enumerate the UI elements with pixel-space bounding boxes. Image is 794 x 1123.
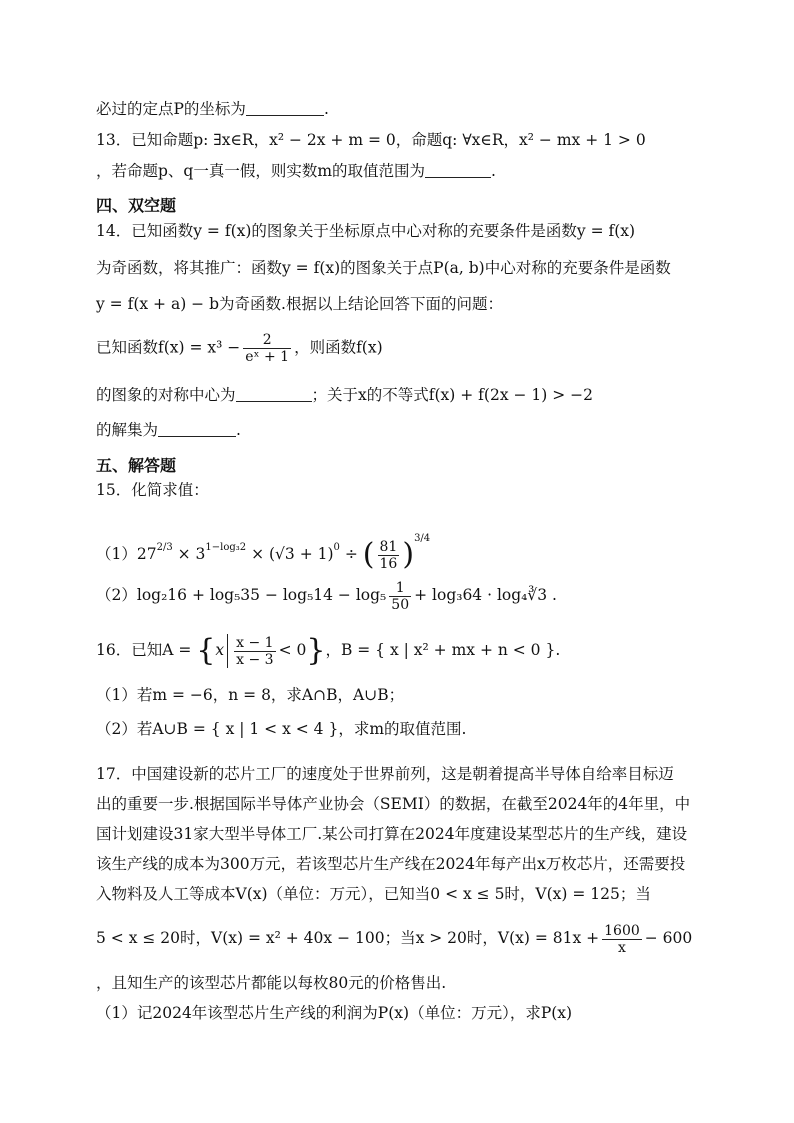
- answer-blank[interactable]: [236, 387, 312, 402]
- q17-line-5: 入物料及人工等成本V(x)（单位：万元），已知当0 < x ≤ 5时，V(x) = 125；当: [96, 885, 651, 903]
- right-paren: ): [402, 537, 415, 572]
- q17-line-3: 国计划建设31家大型半导体工厂.某公司打算在2024年度建设某型芯片的生产线，建设: [96, 825, 688, 843]
- q13-line-2: [96, 160, 706, 182]
- fraction-numerator: 1600: [604, 922, 640, 939]
- fraction-numerator: 2: [243, 332, 291, 349]
- q14-end: .: [236, 421, 241, 439]
- q16-number: 16．: [96, 641, 132, 659]
- q14-text-5a: 的图象的对称中心为: [96, 386, 236, 404]
- q17-line-7: ，且知生产的该型芯片都能以每枚80元的价格售出.: [96, 974, 447, 992]
- fraction-denominator: x − 3: [236, 651, 274, 668]
- set-a-condition: < 0: [278, 641, 307, 659]
- part-label: （2）: [96, 586, 137, 604]
- q14-text-2: 为奇函数，将其推广：函数y = f(x)的图象关于点P(a, b)中心对称的充要条件是函数: [96, 259, 671, 277]
- fraction: [243, 332, 291, 365]
- q17-line-4: 该生产线的成本为300万元，若该型芯片生产线在2024年每产出x万枚芯片，还需要投: [96, 855, 686, 873]
- q13-text-a: 已知命题p: ∃x∈R，x² − 2x + m = 0，命题q: ∀x∈R，x² − mx + 1 > 0: [131, 131, 646, 149]
- q16-part-2: （2）若A∪B = { x | 1 < x < 4 }，求m的取值范围.: [96, 720, 467, 738]
- expr-sqrt-term: × (√3 + 1): [251, 545, 334, 563]
- q12-tail-line: [96, 98, 706, 120]
- answer-blank[interactable]: [158, 422, 236, 437]
- section-heading-5: 五、解答题: [96, 456, 177, 475]
- q17-line-2: 出的重要一步.根据国际半导体产业协会（SEMI）的数据，在截至2024年的4年里，中: [96, 795, 691, 813]
- q13-text-b: ，若命题p、q一真一假，则实数m的取值范围为: [96, 162, 426, 180]
- q17-line-6: [96, 920, 706, 956]
- exponent: 2/3: [156, 542, 173, 553]
- q14-line-2: [96, 257, 706, 279]
- q12-end: .: [323, 100, 329, 118]
- fraction: [602, 923, 642, 956]
- expr-base-27: 27: [136, 545, 157, 563]
- section-heading-4: 四、双空题: [96, 196, 177, 215]
- q15-part-2: [96, 578, 706, 612]
- q17-text-1: 中国建设新的芯片工厂的速度处于世界前列，这是朝着提高半导体自给率目标迈: [131, 765, 674, 783]
- q14-line-1: [96, 220, 706, 242]
- fraction: [378, 539, 400, 572]
- log-expression: log₂16 + log₅35 − log₅14 − log₅: [136, 586, 387, 604]
- answer-blank[interactable]: [246, 101, 324, 116]
- left-brace: {: [196, 633, 216, 668]
- set-b-definition: ，B = { x | x² + mx + n < 0 }.: [325, 641, 561, 659]
- q16-part-1: （1）若m = −6，n = 8，求A∩B，A∪B；: [96, 686, 405, 704]
- fraction: [234, 635, 275, 668]
- q14-function-def: 已知函数f(x) = x³ −: [96, 338, 241, 357]
- q17-text-6b: − 600: [644, 929, 693, 947]
- exponent: 3/4: [414, 533, 431, 544]
- q14-text-1: 已知函数y = f(x)的图象关于坐标原点中心对称的充要条件是函数y = f(x): [131, 222, 636, 240]
- fraction-denominator: x: [617, 939, 626, 956]
- q14-line-5: [96, 384, 706, 406]
- q15-number: 15．: [96, 481, 132, 499]
- fraction: [389, 580, 411, 613]
- q17-line-1: [96, 763, 706, 785]
- fraction-denominator: 16: [379, 555, 398, 572]
- q13-line-1: [96, 129, 706, 151]
- set-bar: [227, 634, 228, 668]
- fraction-numerator: 81: [379, 538, 398, 555]
- q17-text-6a: 5 < x ≤ 20时，V(x) = x² + 40x − 100；当x > 20时，V(x) = 81x +: [96, 929, 600, 947]
- q15-title: 化简求值：: [131, 481, 209, 499]
- part-label: （1）: [96, 545, 137, 563]
- q15-line-1: [96, 479, 706, 501]
- left-paren: (: [362, 537, 375, 572]
- fraction-numerator: x − 1: [236, 634, 274, 651]
- fraction-denominator: 50: [391, 596, 410, 613]
- right-brace: }: [306, 633, 326, 668]
- expr-base-3: × 3: [177, 545, 206, 563]
- q12-text: 必过的定点P的坐标为: [96, 100, 246, 118]
- set-a-lead: 已知A =: [131, 641, 192, 659]
- q14-text-5b: ；关于x的不等式f(x) + f(2x − 1) > −2: [311, 386, 593, 404]
- answer-blank[interactable]: [425, 163, 491, 178]
- q13-end: .: [491, 162, 496, 180]
- q17-part-1: （1）记2024年该型芯片生产线的利润为P(x)（单位：万元），求P(x): [96, 1004, 573, 1022]
- q14-text-4b: ，则函数f(x): [294, 338, 383, 357]
- q14-line-3: [96, 293, 706, 315]
- q16-line-1: [96, 632, 706, 668]
- q17-number: 17．: [96, 765, 132, 783]
- q14-number: 14．: [96, 222, 132, 240]
- log-expression-tail: + log₃64 · log₄∛3 .: [414, 586, 557, 604]
- divide-sign: ÷: [344, 545, 358, 563]
- q14-text-6a: 的解集为: [96, 421, 159, 439]
- fraction-numerator: 1: [389, 580, 411, 597]
- q14-text-3: y = f(x + a) − b为奇函数.根据以上结论回答下面的问题：: [96, 295, 503, 313]
- exponent: 0: [333, 542, 340, 553]
- q14-line-4: [96, 332, 706, 365]
- q15-part-1: [96, 522, 706, 572]
- q14-line-6: [96, 419, 706, 441]
- q13-number: 13．: [96, 131, 132, 149]
- set-variable: x: [215, 641, 225, 659]
- exponent: 1−log₃2: [205, 542, 247, 553]
- fraction-denominator: eˣ + 1: [245, 349, 290, 365]
